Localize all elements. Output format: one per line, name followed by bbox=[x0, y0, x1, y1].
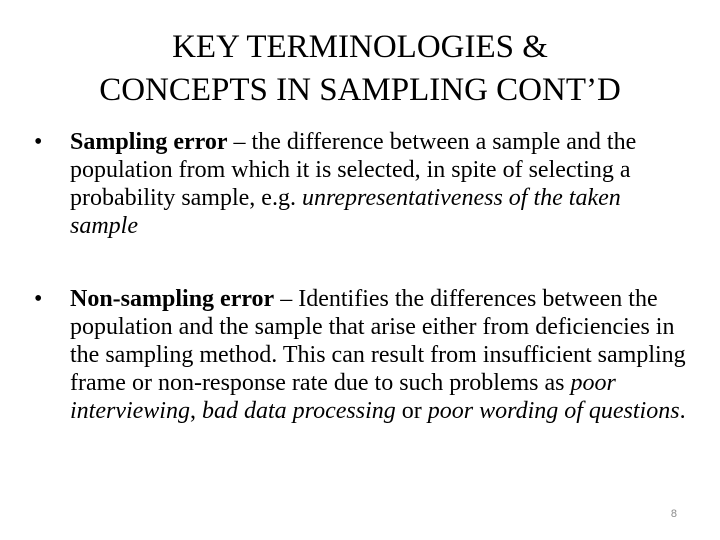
italic-poor-wording: poor wording of questions bbox=[427, 398, 680, 424]
example-italic: unrepresentativeness of the taken sample bbox=[70, 185, 621, 239]
bullet-icon: • bbox=[34, 286, 43, 312]
sentence-end: . bbox=[679, 398, 686, 424]
title-line-2: CONCEPTS IN SAMPLING CONT’D bbox=[99, 72, 621, 108]
separator-or: or bbox=[395, 398, 428, 424]
definition-text: Identifies the differences between the population and the sample that arise either from deficiencies in the sampling method. This can result from insufficient sampling frame or non-response rate due to such problems as bbox=[70, 286, 686, 396]
bullet-icon: • bbox=[34, 129, 43, 155]
term-sampling-error: Sampling error bbox=[70, 129, 228, 155]
term-dash: – bbox=[227, 129, 252, 155]
term-dash: – bbox=[274, 286, 299, 312]
title-line-1: KEY TERMINOLOGIES & bbox=[172, 29, 548, 65]
separator-comma: , bbox=[189, 398, 202, 424]
bullet-sampling-error bbox=[34, 128, 694, 240]
slide-title bbox=[0, 26, 720, 112]
bullet-list bbox=[34, 128, 694, 425]
italic-bad-data-processing: bad data processing bbox=[201, 398, 396, 424]
bullet-non-sampling-error bbox=[34, 285, 694, 425]
definition-text: the difference between a sample and the population from which it is selected, in spite of selecting a probability sample, e.g. bbox=[70, 129, 637, 211]
term-non-sampling-error: Non-sampling error bbox=[70, 286, 275, 312]
italic-poor-interviewing: poor interviewing bbox=[70, 370, 616, 424]
page-number: 8 bbox=[670, 508, 677, 520]
